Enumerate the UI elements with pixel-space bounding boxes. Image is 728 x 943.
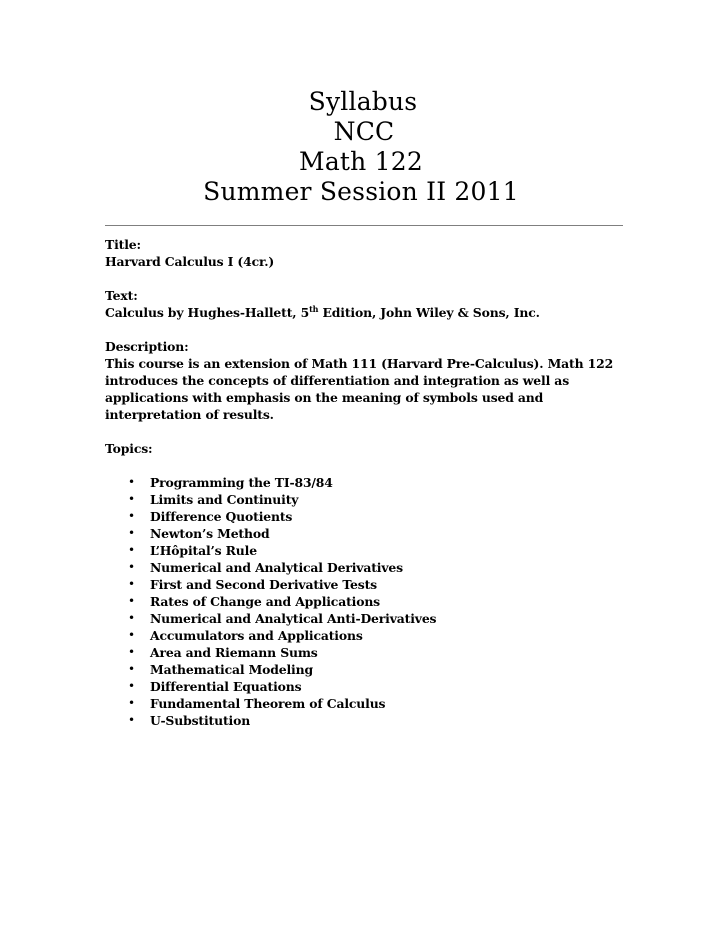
topic-label: Accumulators and Applications (150, 628, 363, 643)
topic-item (105, 559, 625, 576)
bullet-icon: • (128, 560, 135, 574)
topic-label: Area and Riemann Sums (150, 645, 318, 660)
topic-item (105, 644, 625, 661)
header-session: Summer Session II 2011 (203, 177, 519, 206)
topic-item (105, 678, 625, 695)
bullet-icon: • (128, 679, 135, 693)
description-section (105, 338, 625, 423)
description-line: This course is an extension of Math 111 (Harvard Pre-Calculus). Math 122 (105, 356, 614, 371)
bullet-icon: • (128, 628, 135, 642)
description-line: applications with emphasis on the meaning of symbols used and (105, 390, 544, 405)
topic-item (105, 576, 625, 593)
topic-label: Mathematical Modeling (150, 662, 313, 677)
topic-item (105, 593, 625, 610)
text-value-main: Calculus by Hughes-Hallett, 5 (105, 305, 310, 320)
topics-label: Topics: (105, 441, 153, 456)
bullet-icon: • (128, 713, 135, 727)
header-divider (105, 225, 623, 226)
topic-label: Fundamental Theorem of Calculus (150, 696, 386, 711)
description-label: Description: (105, 339, 189, 354)
topic-item (105, 695, 625, 712)
description-line: introduces the concepts of differentiation and integration as well as (105, 373, 570, 388)
title-label: Title: (105, 237, 141, 252)
syllabus-header (0, 87, 728, 207)
topic-label: Newton’s Method (150, 526, 270, 541)
topic-label: Numerical and Analytical Derivatives (150, 560, 403, 575)
topic-label: L’Hôpital’s Rule (150, 543, 257, 558)
topic-item (105, 525, 625, 542)
bullet-icon: • (128, 696, 135, 710)
text-label: Text: (105, 288, 138, 303)
topic-label: Programming the TI-83/84 (150, 475, 333, 490)
topic-item (105, 712, 625, 729)
topic-label: U-Substitution (150, 713, 251, 728)
bullet-icon: • (128, 492, 135, 506)
bullet-icon: • (128, 662, 135, 676)
topic-item (105, 661, 625, 678)
bullet-icon: • (128, 543, 135, 557)
header-college: NCC (333, 117, 395, 146)
topic-item (105, 610, 625, 627)
header-syllabus: Syllabus (308, 87, 418, 116)
topic-label: Rates of Change and Applications (150, 594, 381, 609)
topic-label: Numerical and Analytical Anti-Derivatives (150, 611, 437, 626)
topic-item (105, 474, 625, 491)
bullet-icon: • (128, 594, 135, 608)
header-course: Math 122 (299, 147, 423, 176)
text-value-superscript: th (309, 303, 319, 314)
description-line: interpretation of results. (105, 407, 274, 422)
text-value-rest: Edition, John Wiley & Sons, Inc. (318, 305, 540, 320)
topic-label: Limits and Continuity (150, 492, 299, 507)
text-value (105, 304, 625, 321)
title-value: Harvard Calculus I (4cr.) (105, 254, 275, 269)
topic-item (105, 542, 625, 559)
bullet-icon: • (128, 577, 135, 591)
topic-label: Difference Quotients (150, 509, 293, 524)
topic-item (105, 508, 625, 525)
topic-item (105, 627, 625, 644)
topic-label: First and Second Derivative Tests (150, 577, 378, 592)
topic-label: Differential Equations (150, 679, 302, 694)
bullet-icon: • (128, 645, 135, 659)
text-section (105, 287, 625, 321)
topic-item (105, 491, 625, 508)
bullet-icon: • (128, 475, 135, 489)
bullet-icon: • (128, 611, 135, 625)
bullet-icon: • (128, 526, 135, 540)
bullet-icon: • (128, 509, 135, 523)
syllabus-body (105, 236, 625, 729)
topics-list (105, 474, 625, 729)
title-section (105, 236, 625, 270)
